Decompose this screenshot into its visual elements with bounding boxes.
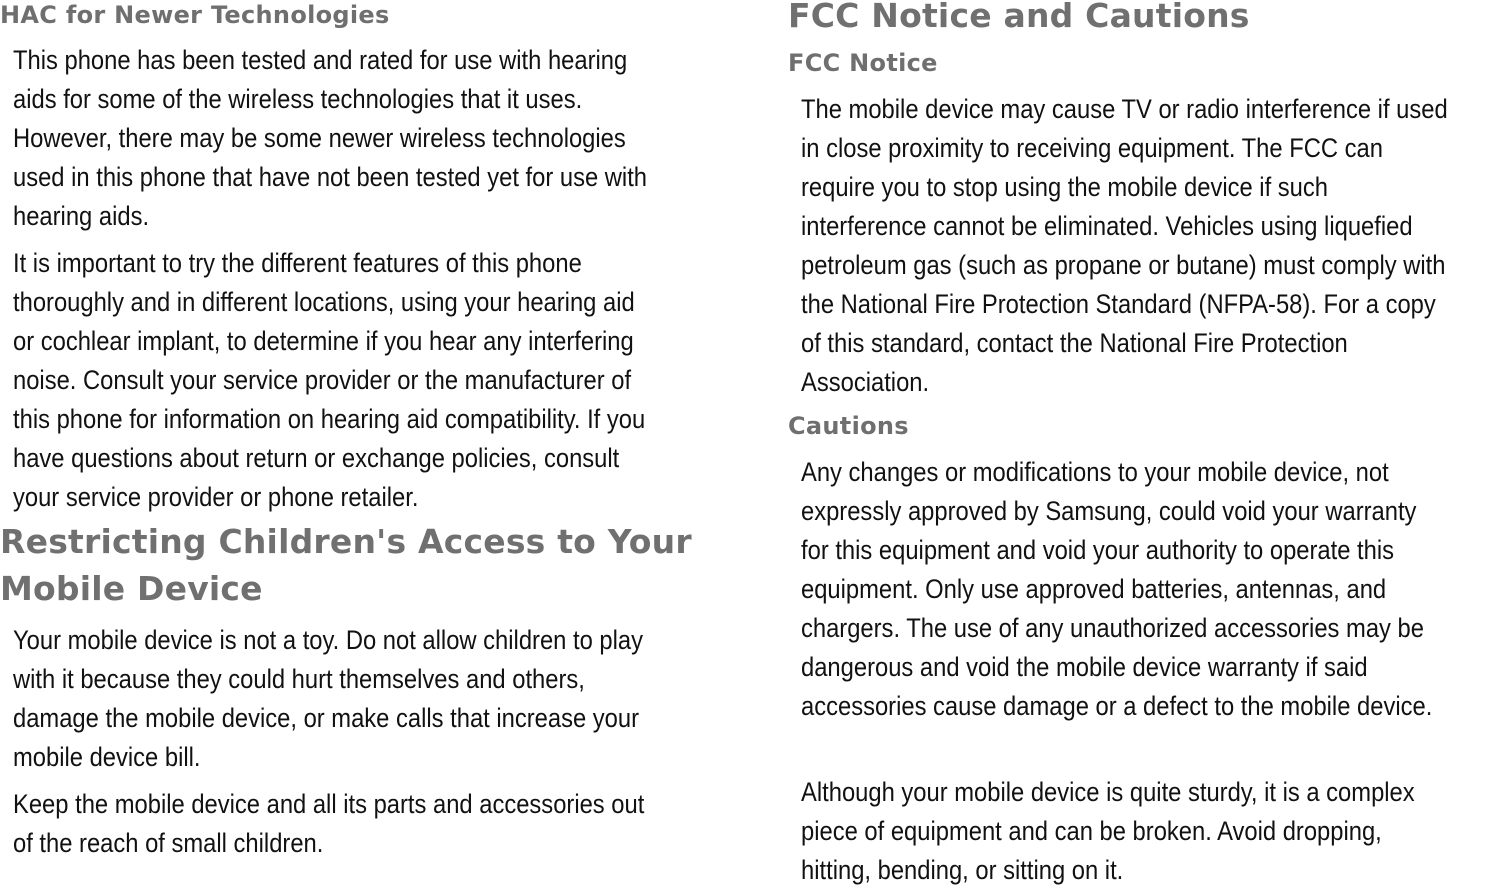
text-line: for this equipment and void your authority to operate this [801, 535, 1395, 565]
text-line: of the reach of small children. [13, 828, 324, 858]
text-line: used in this phone that have not been tested yet for use with [13, 162, 648, 192]
fcc-notice-paragraph [801, 90, 1448, 402]
fcc-notice-heading: FCC Notice [788, 49, 938, 77]
text-line: interference cannot be eliminated. Vehicles using liquefied [801, 211, 1413, 241]
text-line: require you to stop using the mobile device if such [801, 172, 1328, 202]
text-line: hearing aids. [13, 201, 150, 231]
text-line: petroleum gas (such as propane or butane) must comply with [801, 250, 1446, 280]
text-line: have questions about return or exchange policies, consult [13, 443, 620, 473]
text-line: the National Fire Protection Standard (NFPA-58). For a copy [801, 289, 1436, 319]
hac-paragraph-1 [13, 41, 647, 236]
text-line: or cochlear implant, to determine if you hear any interfering [13, 326, 634, 356]
restrict-paragraph-1 [13, 621, 643, 777]
text-line: of this standard, contact the National Fire Protection [801, 328, 1348, 358]
heading-line: Mobile Device [0, 569, 263, 608]
text-line: However, there may be some newer wireless technologies [13, 123, 626, 153]
text-line: expressly approved by Samsung, could void your warranty [801, 496, 1417, 526]
text-line: damage the mobile device, or make calls that increase your [13, 703, 640, 733]
cautions-heading: Cautions [788, 412, 909, 440]
restrict-paragraph-2 [13, 785, 644, 863]
restrict-heading [0, 518, 692, 612]
text-line: noise. Consult your service provider or the manufacturer of [13, 365, 632, 395]
text-line: mobile device bill. [13, 742, 201, 772]
text-line: your service provider or phone retailer. [13, 482, 419, 512]
text-line: with it because they could hurt themselves and others, [13, 664, 585, 694]
text-line: Any changes or modifications to your mobile device, not [801, 457, 1389, 487]
text-line: piece of equipment and can be broken. Avoid dropping, [801, 816, 1382, 846]
text-line: thoroughly and in different locations, using your hearing aid [13, 287, 635, 317]
text-line: It is important to try the different features of this phone [13, 248, 582, 278]
text-line: Association. [801, 367, 930, 397]
text-line: in close proximity to receiving equipment. The FCC can [801, 133, 1383, 163]
cautions-paragraph-2 [801, 773, 1415, 890]
text-line: aids for some of the wireless technologies that it uses. [13, 84, 583, 114]
hac-heading: HAC for Newer Technologies [0, 1, 390, 29]
text-line: accessories cause damage or a defect to the mobile device. [801, 691, 1433, 721]
text-line: Keep the mobile device and all its parts and accessories out [13, 789, 645, 819]
cautions-paragraph-1 [801, 453, 1432, 726]
text-line: Your mobile device is not a toy. Do not allow children to play [13, 625, 643, 655]
text-line: chargers. The use of any unauthorized accessories may be [801, 613, 1424, 643]
text-line: This phone has been tested and rated for use with hearing [13, 45, 628, 75]
text-line: equipment. Only use approved batteries, antennas, and [801, 574, 1387, 604]
fcc-heading: FCC Notice and Cautions [788, 0, 1250, 35]
heading-line: Restricting Children's Access to Your [0, 522, 692, 561]
text-line: Although your mobile device is quite sturdy, it is a complex [801, 777, 1415, 807]
text-line: this phone for information on hearing aid compatibility. If you [13, 404, 646, 434]
text-line: dangerous and void the mobile device warranty if said [801, 652, 1368, 682]
text-line: hitting, bending, or sitting on it. [801, 855, 1124, 885]
text-line: The mobile device may cause TV or radio interference if used [801, 94, 1448, 124]
hac-paragraph-2 [13, 244, 645, 517]
